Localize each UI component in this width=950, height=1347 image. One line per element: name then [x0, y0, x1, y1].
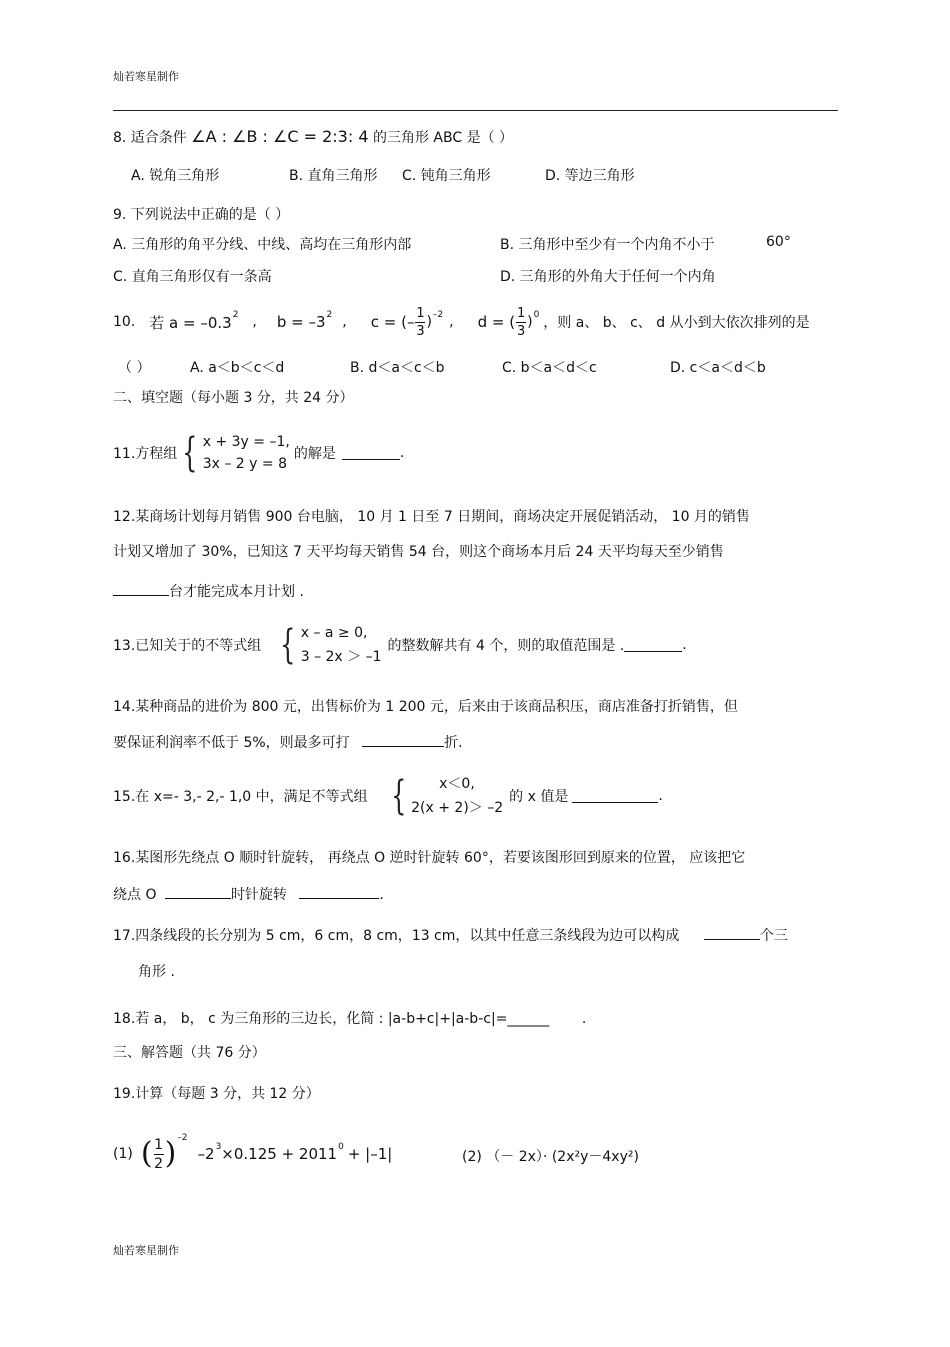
q15-end: . — [658, 788, 663, 804]
q10-c-fraction — [415, 307, 425, 338]
question-18 — [113, 1008, 586, 1028]
q15-brace: { — [390, 773, 407, 819]
q15-suffix: 的 x 值是 — [509, 789, 569, 805]
q11-answer-blank[interactable] — [342, 446, 400, 460]
q8-prefix: 8. 适合条件 — [113, 130, 187, 146]
question-8 — [113, 127, 513, 147]
q10-number: 10. — [113, 314, 136, 330]
q11-eq2: 3x – 2 y = 8 — [202, 456, 287, 472]
q14-line-2-suffix: 折. — [444, 735, 463, 751]
q16-line-2-end: . — [379, 887, 384, 903]
q13-brace: { — [280, 622, 296, 668]
q8-suffix: 的三角形 ABC 是（ ） — [372, 130, 514, 146]
q14-line-2 — [113, 732, 463, 752]
q19-p1-label: (1) — [113, 1146, 133, 1162]
q14-answer-blank[interactable] — [362, 733, 444, 747]
header-rule — [113, 110, 838, 111]
q8-condition: ∠A : ∠B : ∠C = 2:3: 4 — [191, 127, 369, 146]
q14-line-1: 14.某种商品的进价为 800 元，出售标价为 1 200 元，后来由于该商品积压，商店准备打折销售，但 — [113, 699, 738, 715]
q10-option-b: B. d＜a＜c＜b — [350, 360, 445, 376]
q15-eq2: 2(x + 2)＞ –2 — [411, 800, 504, 816]
q10-b-exponent: 2 — [326, 310, 333, 320]
q19-stem: 19.计算（每题 3 分，共 12 分） — [113, 1086, 320, 1102]
q13-prefix: 13.已知关于的不等式组 — [113, 638, 262, 654]
q10-d-expr: d = ( — [477, 313, 516, 331]
q13-answer-blank[interactable] — [624, 638, 682, 652]
q10-d-frac-num: 1 — [516, 305, 526, 321]
q15-eq1: x＜0, — [439, 776, 475, 792]
q18-end: . — [581, 1011, 587, 1027]
page-header: 灿若寒星制作 — [113, 70, 179, 83]
q19-p1-exponent: –2 — [177, 1133, 188, 1143]
q8-option-a: A. 锐角三角形 — [131, 168, 220, 184]
q14-line-2-prefix: 要保证利润率不低于 5%，则最多可打 — [113, 735, 350, 751]
q10-d-exponent: 0 — [533, 310, 540, 320]
q10-b-expr: b = –3 — [276, 313, 326, 331]
q10-a-exponent: 2 — [232, 310, 239, 320]
q19-p1-frac-den: 2 — [154, 1155, 164, 1172]
q16-line-2-prefix: 绕点 O — [113, 887, 157, 903]
q12-answer-blank[interactable] — [113, 582, 169, 596]
q16-answer-blank-1[interactable] — [165, 885, 231, 899]
q8-option-c: C. 钝角三角形 — [402, 168, 491, 184]
q10-option-d: D. c＜a＜d＜b — [670, 360, 766, 376]
q11-end: . — [399, 445, 405, 461]
q10-c-exponent: –2 — [432, 310, 444, 320]
q11-system — [203, 431, 290, 475]
q17-line-2: 角形 . — [138, 964, 175, 980]
q12-line-1: 12.某商场计划每月销售 900 台电脑， 10 月 1 日至 7 日期间，商场决定开展促销活动， 10 月的销售 — [113, 509, 750, 525]
q16-line-2 — [113, 884, 384, 904]
q8-option-b: B. 直角三角形 — [289, 168, 378, 184]
q19-part-2: (2) （－ 2x）· (2x²y－4xy²) — [462, 1149, 639, 1165]
q13-eq2: 3 – 2x ＞ –1 — [300, 649, 382, 665]
q12-line-2: 计划又增加了 30%，已知这 7 天平均每天销售 54 台，则这个商场本月后 24 天平均每天至少销售 — [113, 544, 724, 560]
question-11 — [113, 428, 404, 478]
q19-p1-mid: ×0.125 + 2011 — [221, 1145, 338, 1163]
q9-option-b-value: 60° — [766, 234, 791, 250]
q10-tail: ，则 a、 b、 c、 d 从小到大依次排列的是 — [543, 315, 810, 331]
section-2-heading: 二、填空题（每小题 3 分，共 24 分） — [113, 390, 354, 406]
q10-c-frac-den: 3 — [416, 323, 425, 339]
q19-part-1: (1) ( $\frac{1}{2}$ ) –2 –2 3 ×0.125 + 2011 0 + |–1| — [113, 1133, 393, 1172]
q15-answer-blank[interactable] — [572, 789, 658, 803]
q9-stem: 9. 下列说法中正确的是（ ） — [113, 207, 290, 223]
q16-line-2-mid: 时针旋转 — [230, 887, 287, 903]
q15-prefix: 15.在 x=- 3,- 2,- 1,0 中，满足不等式组 — [113, 789, 368, 805]
q11-prefix: 11.方程组 — [113, 446, 178, 462]
question-15 — [113, 771, 663, 821]
question-13 — [113, 620, 687, 670]
q9-option-a: A. 三角形的角平分线、中线、高均在三角形内部 — [113, 237, 412, 253]
q17-line-1-prefix: 17.四条线段的长分别为 5 cm，6 cm，8 cm，13 cm，以其中任意三条线段为边可以构成 — [113, 928, 680, 944]
q17-line-1 — [113, 925, 788, 945]
q19-p1-body-exponent: 3 — [215, 1142, 222, 1152]
q19-p1-mid-exponent: 0 — [338, 1142, 344, 1152]
q10-c-frac-num: 1 — [416, 305, 425, 321]
q11-eq1: x + 3y = –1, — [202, 434, 290, 450]
q10-open-paren: （ ） — [118, 360, 151, 376]
q19-p1-tail: + |–1| — [347, 1145, 393, 1163]
q11-brace: { — [182, 430, 198, 476]
q10-c-expr: c = (– — [370, 313, 415, 331]
q10-option-a: A. a＜b＜c＜d — [190, 360, 285, 376]
q10-a-expr: 若 a = –0.3 — [149, 313, 232, 332]
q19-p1-frac-num: 1 — [154, 1136, 164, 1153]
section-3-heading: 三、解答题（共 76 分） — [113, 1045, 266, 1061]
q9-option-d: D. 三角形的外角大于任何一个内角 — [500, 269, 716, 285]
q9-option-c: C. 直角三角形仅有一条高 — [113, 269, 272, 285]
page-footer: 灿若寒星制作 — [113, 1244, 179, 1257]
q13-end: . — [682, 637, 687, 653]
q10-option-c: C. b＜a＜d＜c — [502, 360, 597, 376]
q12-line-3-suffix: 台才能完成本月计划 . — [169, 584, 304, 600]
q16-line-1: 16.某图形先绕点 O 顺时针旋转， 再绕点 O 逆时针旋转 60°，若要该图形回到原来的位置， 应该把它 — [113, 850, 746, 866]
q17-answer-blank[interactable] — [704, 926, 760, 940]
q12-line-3 — [113, 581, 304, 601]
q19-p1-fraction — [154, 1138, 164, 1171]
q13-eq1: x – a ≥ 0, — [300, 625, 368, 641]
q15-system — [411, 772, 503, 820]
q18-prefix: 18.若 a， b， c 为三角形的三边长，化简 : |a-b+c|+|a-b-c|=______ — [113, 1011, 550, 1027]
q16-answer-blank-2[interactable] — [299, 885, 379, 899]
q13-system — [301, 621, 382, 669]
q9-option-b: B. 三角形中至少有一个内角不小于 — [500, 237, 715, 253]
q10-d-fraction — [516, 307, 526, 338]
q11-suffix: 的解是 — [293, 446, 336, 462]
q8-option-d: D. 等边三角形 — [545, 168, 635, 184]
q13-suffix: 的整数解共有 4 个，则的取值范围是 . — [387, 638, 625, 654]
q19-p1-body: –2 — [197, 1145, 215, 1163]
q10-d-frac-den: 3 — [516, 323, 526, 339]
q17-line-1-suffix: 个三 — [759, 928, 788, 944]
question-10: 10. 若 a = –0.3 2 , b = –3 2 , c = (– $\frac{1}{3}$ ) –2 , d = ( $\frac{1}{3}$ ) 0 ，则 a、 b、 c、 d 从小到大依次排列的是 — [113, 305, 810, 339]
